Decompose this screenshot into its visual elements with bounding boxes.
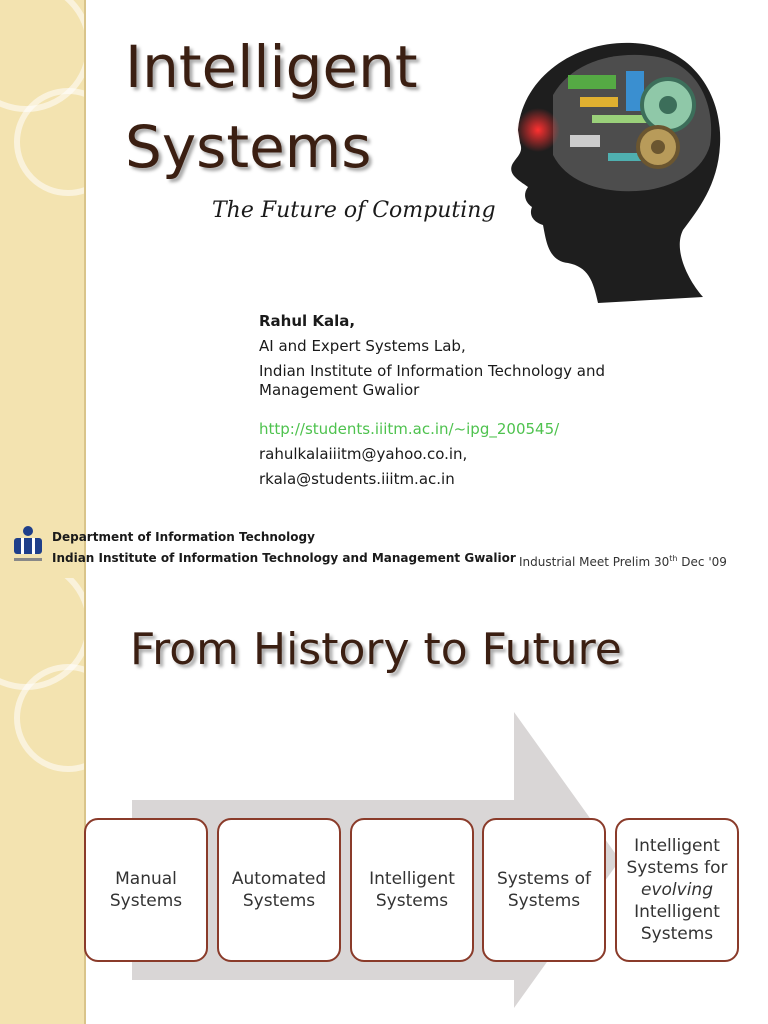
evolution-flow [84,818,744,966]
stage-label: Intelligent [634,902,720,922]
author-homepage-link[interactable]: http://students.iiitm.ac.in/~ipg_200545/ [259,420,560,438]
stage-label: Systems [507,891,581,911]
footer-department [52,527,516,569]
subtitle: The Future of Computing [212,198,496,223]
stage-label: Systems [375,891,449,911]
footer-event-superscript: th [669,554,678,563]
stage-label: Intelligent [369,869,455,889]
slide-title: From History to Future [130,624,622,675]
author-lab: AI and Expert Systems Lab, [259,337,466,355]
stage-label: Systems of [496,869,592,889]
stage-box-automated [217,818,341,962]
footer-event-date-text: Dec '09 [677,555,727,569]
stage-box-systems-of-systems [482,818,606,962]
stage-label: Systems for [626,858,728,878]
footer-institute-name: Indian Institute of Information Technology and Management Gwalior [52,551,516,565]
cyber-brain-head-icon [498,35,728,305]
decorative-sidebar [0,0,86,578]
title-line-1: Intelligent [125,33,418,101]
stage-label: Intelligent [634,836,720,856]
stage-box-intelligent [350,818,474,962]
stage-box-evolving [615,818,739,962]
stage-label: evolving [641,880,713,900]
footer-event-text: Industrial Meet Prelim 30 [519,555,670,569]
slide-2 [0,578,768,1024]
footer-department-name: Department of Information Technology [52,530,315,544]
author-email-1: rahulkalaiiitm@yahoo.co.in, [259,445,468,463]
stage-label: Systems [242,891,316,911]
stage-label: Systems [640,924,714,944]
institute-logo-icon [12,524,44,566]
stage-label: Systems [109,891,183,911]
stage-box-manual [84,818,208,962]
stage-label: Automated [231,869,327,889]
author-name: Rahul Kala, [259,312,356,330]
stage-label: Manual [115,869,177,889]
author-block [259,312,679,489]
slide-title [125,27,418,187]
author-email-2: rkala@students.iiitm.ac.in [259,470,455,488]
author-institute: Indian Institute of Information Technology and Management Gwalior [259,362,605,399]
title-line-2: Systems [125,113,372,181]
footer-event-date [519,551,739,570]
